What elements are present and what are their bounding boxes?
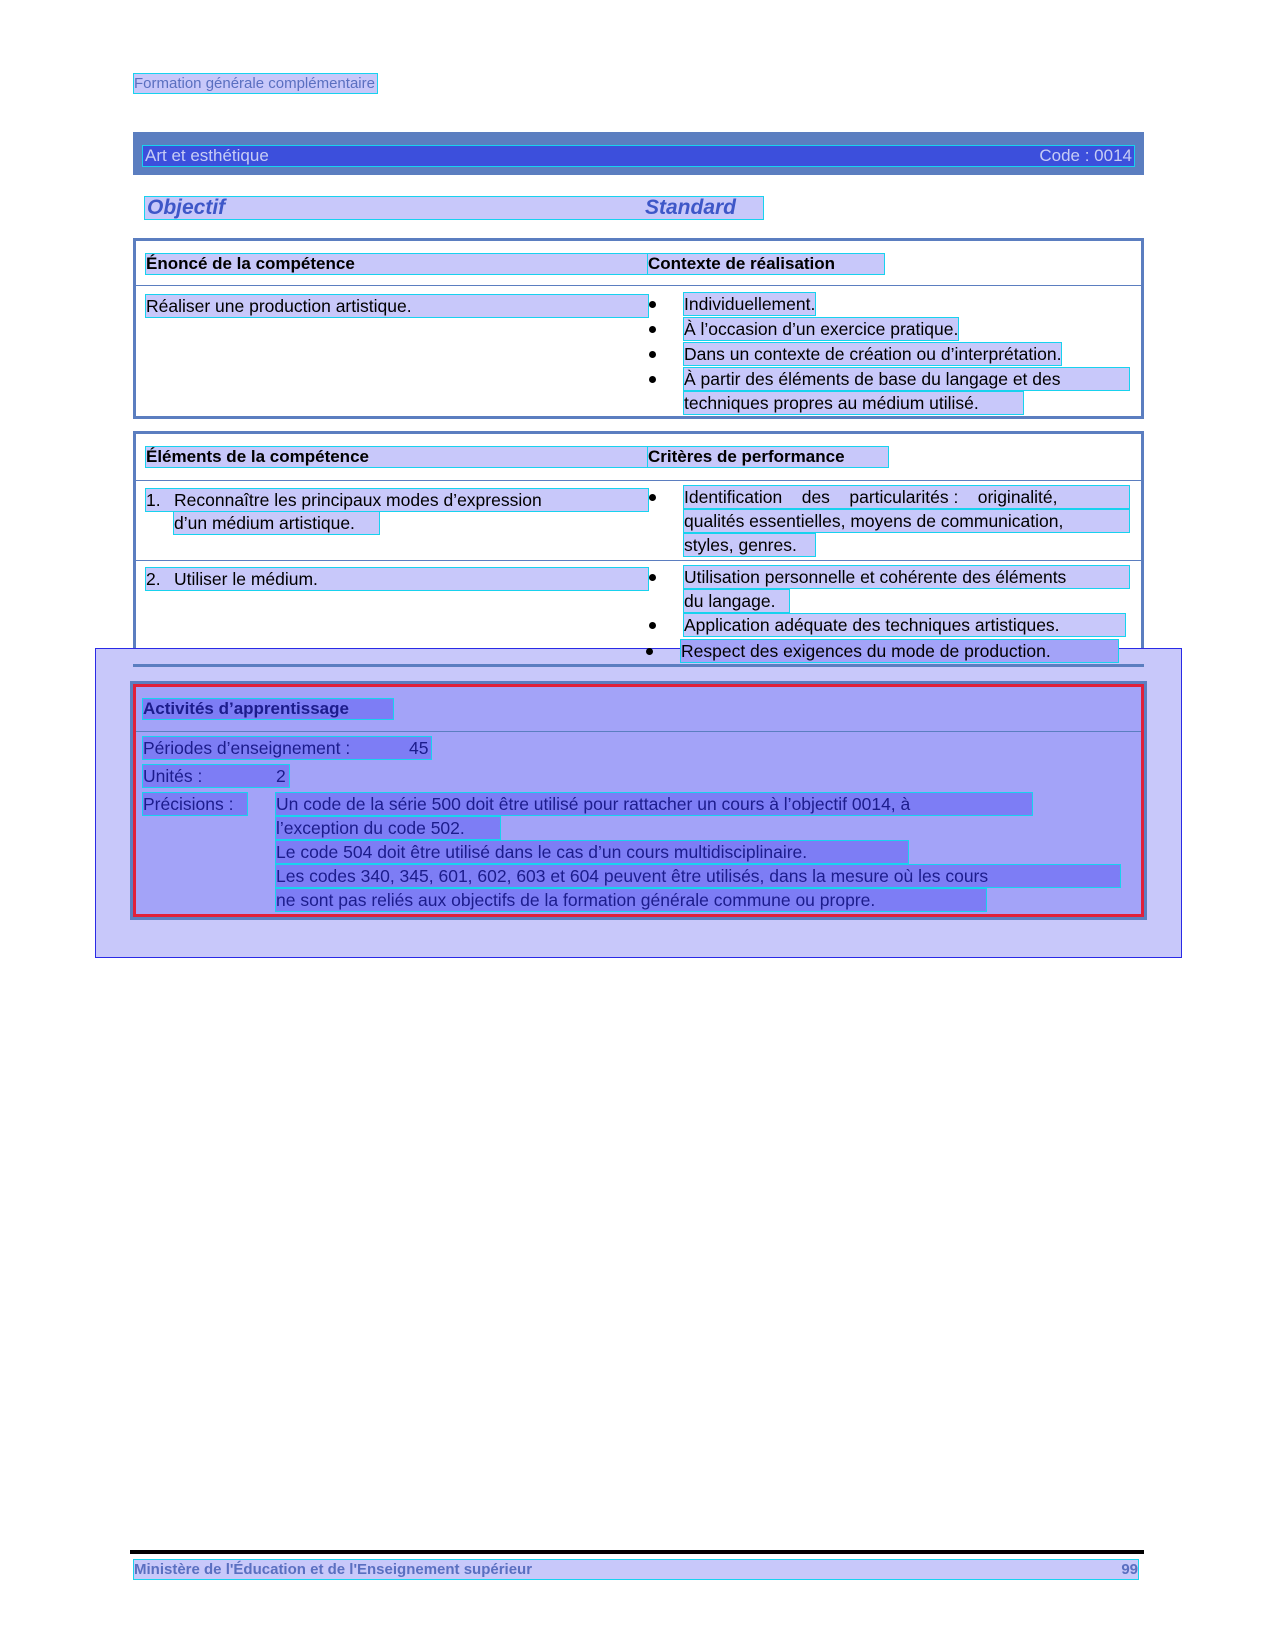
precision-line: Le code 504 doit être utilisé dans le cas d’un cours multidisciplinaire.	[276, 841, 908, 863]
criteria-line: du langage.	[684, 590, 789, 612]
bullet-icon	[649, 622, 656, 629]
elements-table-bottom-border	[133, 664, 1144, 667]
statement-header: Énoncé de la compétence	[146, 254, 648, 274]
criteria-line: Identification des particularités : originalité,	[684, 486, 1129, 508]
criteria-line: Application adéquate des techniques artistiques.	[684, 614, 1125, 636]
subject-title: Art et esthétique	[145, 146, 269, 165]
units-value: 2	[276, 766, 286, 786]
bullet-icon	[649, 326, 656, 333]
element-2-number: 2.	[146, 569, 161, 589]
table-divider	[136, 560, 1141, 561]
context-item: À l’occasion d’un exercice pratique.	[684, 319, 959, 339]
objective-heading: Objectif	[147, 196, 226, 219]
context-item: Individuellement.	[684, 294, 816, 314]
context-item-continued: techniques propres au médium utilisé.	[684, 392, 1023, 414]
title-bar-inner	[143, 146, 1134, 166]
periods-value: 45	[409, 738, 429, 758]
table-divider	[136, 480, 1141, 481]
objective-code: Code : 0014	[1039, 146, 1132, 165]
bullet-icon	[649, 351, 656, 358]
precision-line: ne sont pas reliés aux objectifs de la formation générale commune ou propre.	[276, 889, 986, 911]
competence-table	[133, 238, 1144, 419]
precision-line: Un code de la série 500 doit être utilisé pour rattacher un cours à l’objectif 0014, à	[276, 793, 1032, 815]
context-item: À partir des éléments de base du langage et des	[684, 368, 1129, 390]
table-divider	[136, 285, 1141, 286]
running-header: Formation générale complémentaire	[134, 75, 375, 92]
elements-table	[133, 431, 1144, 665]
title-bar	[133, 132, 1144, 175]
periods-row	[143, 737, 431, 759]
footer-rule	[130, 1550, 1144, 1554]
criteria-header: Critères de performance	[648, 447, 888, 467]
bullet-icon	[649, 301, 656, 308]
criteria-line: Utilisation personnelle et cohérente des éléments	[684, 566, 1129, 588]
precision-line: l’exception du code 502.	[276, 817, 500, 839]
bullet-icon	[649, 494, 656, 501]
context-item: Dans un contexte de création ou d’interprétation.	[684, 344, 1062, 364]
criteria-line: qualités essentielles, moyens de communication,	[684, 510, 1129, 532]
bullet-icon	[649, 574, 656, 581]
criteria-line: styles, genres.	[684, 534, 815, 556]
element-1-text-continued: d’un médium artistique.	[174, 512, 379, 534]
element-1-number: 1.	[146, 490, 161, 510]
element-1-text: Reconnaître les principaux modes d’expression	[174, 490, 542, 510]
footer-ministry: Ministère de l'Éducation et de l'Enseignement supérieur	[134, 1561, 533, 1578]
periods-label: Périodes d’enseignement :	[143, 738, 351, 758]
elements-header: Éléments de la compétence	[146, 447, 648, 467]
element-2-text: Utiliser le médium.	[174, 569, 318, 589]
element-2-line	[146, 568, 648, 590]
context-header: Contexte de réalisation	[648, 254, 884, 274]
page-number: 99	[1121, 1561, 1138, 1578]
activities-divider	[136, 731, 1141, 732]
precisions-label: Précisions :	[143, 793, 247, 815]
element-1-line	[146, 489, 648, 511]
bullet-icon	[649, 376, 656, 383]
competence-statement: Réaliser une production artistique.	[146, 295, 648, 317]
standard-heading: Standard	[645, 196, 737, 219]
units-row	[143, 765, 289, 787]
activities-box	[133, 684, 1144, 917]
bullet-icon	[646, 648, 653, 655]
criteria-line: Respect des exigences du mode de production.	[681, 640, 1118, 662]
footer	[134, 1560, 1138, 1579]
section-heads	[145, 197, 763, 219]
precision-line: Les codes 340, 345, 601, 602, 603 et 604 peuvent être utilisés, dans la mesure où les cours	[276, 865, 1120, 887]
activities-header: Activités d’apprentissage	[143, 699, 393, 719]
units-label: Unités :	[143, 766, 203, 786]
